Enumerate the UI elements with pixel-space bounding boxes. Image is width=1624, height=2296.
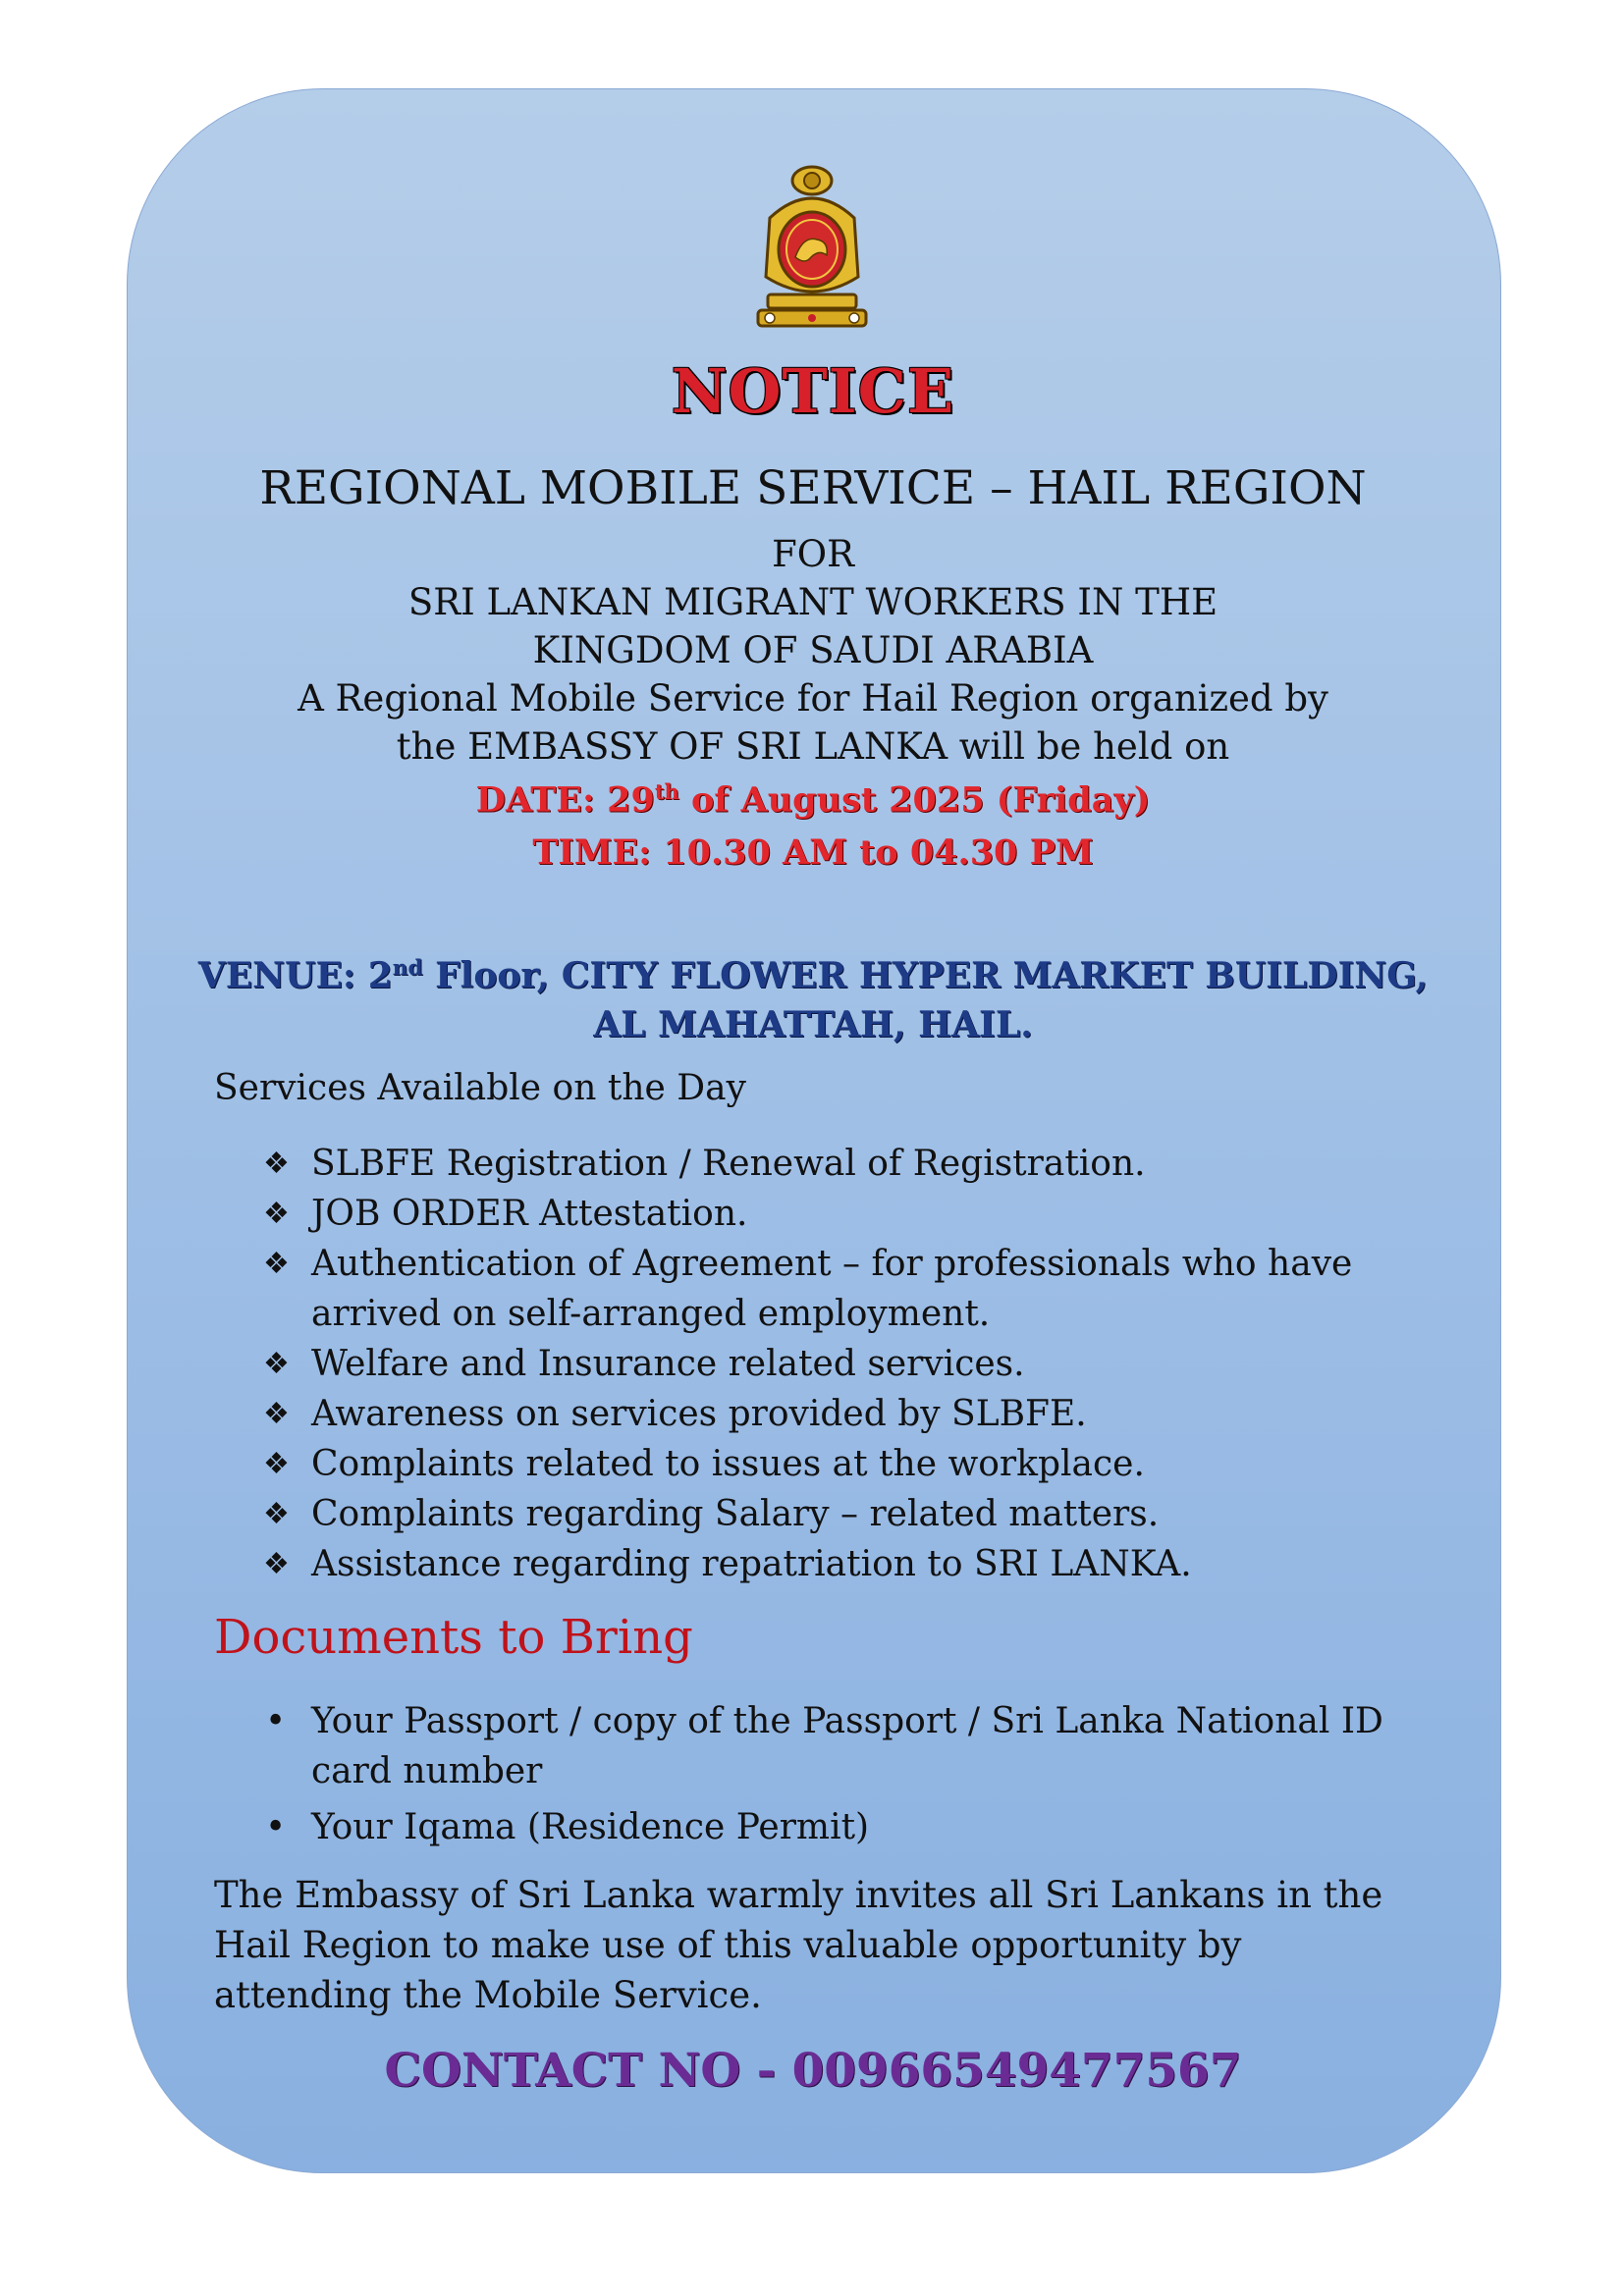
intro-block [127, 530, 1499, 771]
list-item: ❖ Assistance regarding repatriation to SRI LANKA. [263, 1539, 1392, 1589]
list-item: ❖ JOB ORDER Attestation. [263, 1189, 1392, 1239]
list-item: • Your Iqama (Residence Permit) [263, 1802, 1392, 1852]
list-item: ❖ Authentication of Agreement – for professionals who have arrived on self-arranged employment. [263, 1239, 1392, 1339]
services-title: Services Available on the Day [214, 1068, 746, 1108]
intro-line-2: the EMBASSY OF SRI LANKA will be held on [396, 725, 1230, 768]
documents-list [263, 1696, 1392, 1858]
intro-line-1: A Regional Mobile Service for Hail Region organized by [298, 677, 1328, 720]
sri-lanka-emblem-icon [746, 159, 878, 336]
notice-title: NOTICE [671, 355, 955, 427]
event-time: TIME: 10.30 AM to 04.30 PM [532, 832, 1094, 873]
for-label: FOR [772, 533, 854, 575]
closing-paragraph: The Embassy of Sri Lanka warmly invites all Sri Lankans in the Hail Region to make use of this valuable opportunity by attending the Mobile Service. [214, 1874, 1383, 2016]
service-heading: REGIONAL MOBILE SERVICE – HAIL REGION [259, 461, 1367, 515]
date-sup: th [654, 779, 679, 804]
venue-line-1 [127, 944, 1499, 1000]
list-item: ❖ Complaints regarding Salary – related matters. [263, 1489, 1392, 1539]
venue-line-2: AL MAHATTAH, HAIL. [593, 1004, 1033, 1045]
list-item: ❖ Awareness on services provided by SLBFE. [263, 1389, 1392, 1439]
list-item: ❖ Complaints related to issues at the workplace. [263, 1439, 1392, 1489]
list-item: ❖ SLBFE Registration / Renewal of Registration. [263, 1139, 1392, 1189]
date-suffix: of August 2025 (Friday) [678, 779, 1151, 821]
venue-sup: nd [392, 956, 423, 981]
event-date [127, 779, 1499, 821]
venue-prefix: VENUE: 2 [197, 955, 393, 996]
list-item: ❖ Welfare and Insurance related services. [263, 1339, 1392, 1389]
venue-suffix: Floor, CITY FLOWER HYPER MARKET BUILDING, [422, 955, 1429, 996]
audience-line-1: SRI LANKAN MIGRANT WORKERS IN THE [407, 581, 1218, 623]
audience-line-2: KINGDOM OF SAUDI ARABIA [532, 629, 1094, 671]
contact-number: CONTACT NO - 00966549477567 [384, 2044, 1242, 2098]
services-list [263, 1139, 1392, 1589]
date-prefix: DATE: 29 [475, 779, 655, 821]
venue-block [127, 944, 1499, 1049]
documents-title: Documents to Bring [214, 1610, 693, 1665]
list-item: • Your Passport / copy of the Passport / Sri Lanka National ID card number [263, 1696, 1392, 1796]
